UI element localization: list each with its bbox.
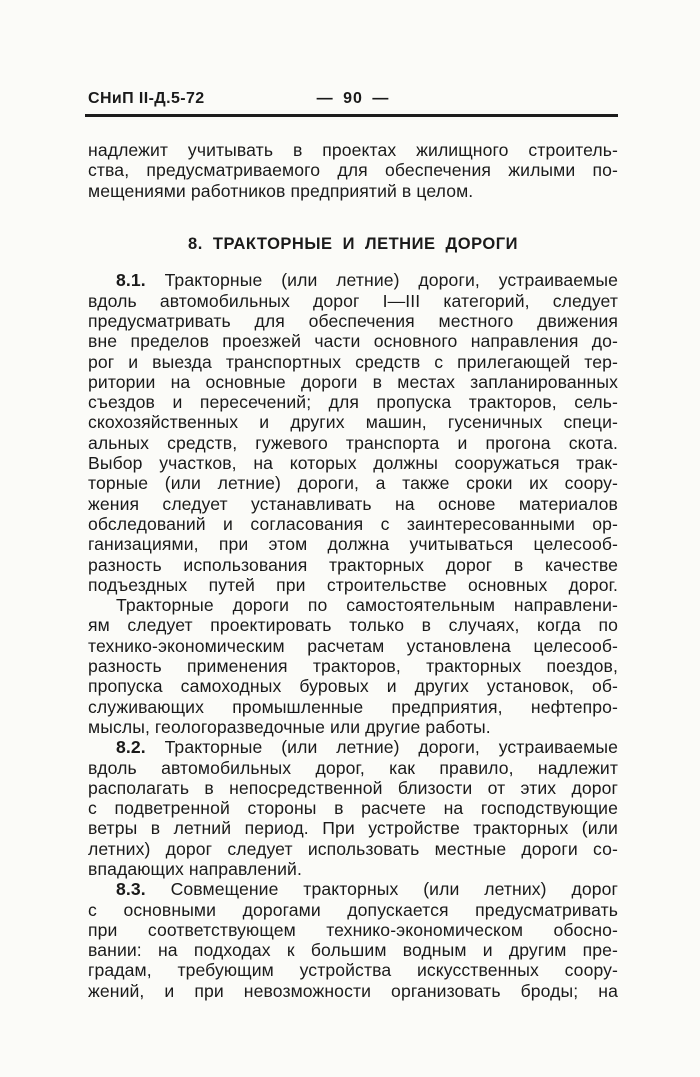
text-line: 8.3. Совмещение тракторных (или летних) дорог [116,879,618,900]
text-line: вдоль автомобильных дорог, как правило, надлежит [88,757,618,778]
text-line: летних) дорог следует использовать местные дороги со- [88,838,618,859]
text-line: альных средств, гужевого транспорта и прогона скота. [88,432,618,453]
text-line: разность использования тракторных дорог в качестве [88,554,618,575]
text-line: вании: на подходах к большим водным и другим пре- [88,940,618,961]
text-line: впадающих направлений. [88,859,302,879]
text-line: с основными дорогами допускается предусматривать [88,899,618,920]
clause-number: 8.2. [116,737,146,758]
text-line: торные (или летние) дороги, а также сроки их соору- [88,473,618,494]
text-line: с подветренной стороны в расчете на господствующие [88,798,618,819]
section-heading: 8. ТРАКТОРНЫЕ И ЛЕТНИЕ ДОРОГИ [188,234,518,253]
text-line: разность применения тракторов, тракторных поездов, [88,656,618,677]
paragraph [88,270,618,595]
text-line: предусматривать для обеспечения местного движения [88,310,618,331]
page-number: — 90 — [316,90,390,107]
text-line: располагать в непосредственной близости от этих дорог [88,777,618,798]
text-line: подъездных путей при строительстве основных дорог. [88,574,618,595]
text-line: вне пределов проезжей части основного направления до- [88,331,618,352]
text-line: мещениями работников предприятий в целом. [88,180,474,201]
paragraph [88,595,618,737]
text-line: ства, предусматриваемого для обеспечения жилыми по- [88,160,618,181]
text-line: градам, требующим устройства искусственных соору- [88,960,618,981]
text-line: ганизациями, при этом должна учитываться целесооб- [88,534,618,555]
text-line: Тракторные дороги по самостоятельным направлени- [116,595,618,616]
text-line: ритории на основные дороги в местах запланированных [88,371,618,392]
clause-number: 8.3. [116,879,146,900]
text-line: технико-экономическим расчетам установлена целесооб- [88,635,618,656]
clause-number: 8.1. [116,270,146,291]
document-code: СНиП II-Д.5-72 [88,90,205,107]
text-line: обследований и согласования с заинтересованными ор- [88,513,618,534]
paragraph [88,879,618,1001]
text-line: жений, и при невозможности организовать броды; на [88,980,618,1001]
text-line: 8.2. Тракторные (или летние) дороги, устраиваемые [116,737,618,758]
text-block [88,140,618,1001]
text-line: рог и выезда транспортных средств с прилегающей тер- [88,351,618,372]
text-line: Выбор участков, на которых должны сооружаться трак- [88,453,618,474]
text-line: при соответствующем технико-экономическом обосно- [88,919,618,940]
text-line: ям следует проектировать только в случаях, когда по [88,615,618,636]
paragraph-slot-body [88,270,618,1001]
text-line: жения следует устанавливать на основе материалов [88,493,618,514]
text-line: пропуска самоходных буровых и других установок, об- [88,676,618,697]
text-line: мыслы, геологоразведочные или другие работы. [88,716,491,737]
page-header [88,90,618,112]
text-line: вдоль автомобильных дорог I—III категорий, следует [88,290,618,311]
text-line: надлежит учитывать в проектах жилищного строитель- [88,140,618,160]
header-rule [85,114,618,117]
text-line: скохозяйственных и других машин, гусеничных специ- [88,412,618,433]
text-line: съездов и пересечений; для пропуска тракторов, сель- [88,392,618,413]
paragraph [88,140,618,201]
text-line: ветры в летний период. При устройстве тракторных (или [88,818,618,839]
text-line: 8.1. Тракторные (или летние) дороги, устраиваемые [116,270,618,291]
paragraph [88,737,618,879]
paragraph-slot-intro [88,140,618,201]
text-line: служивающих промышленные предприятия, нефтепро- [88,696,618,717]
